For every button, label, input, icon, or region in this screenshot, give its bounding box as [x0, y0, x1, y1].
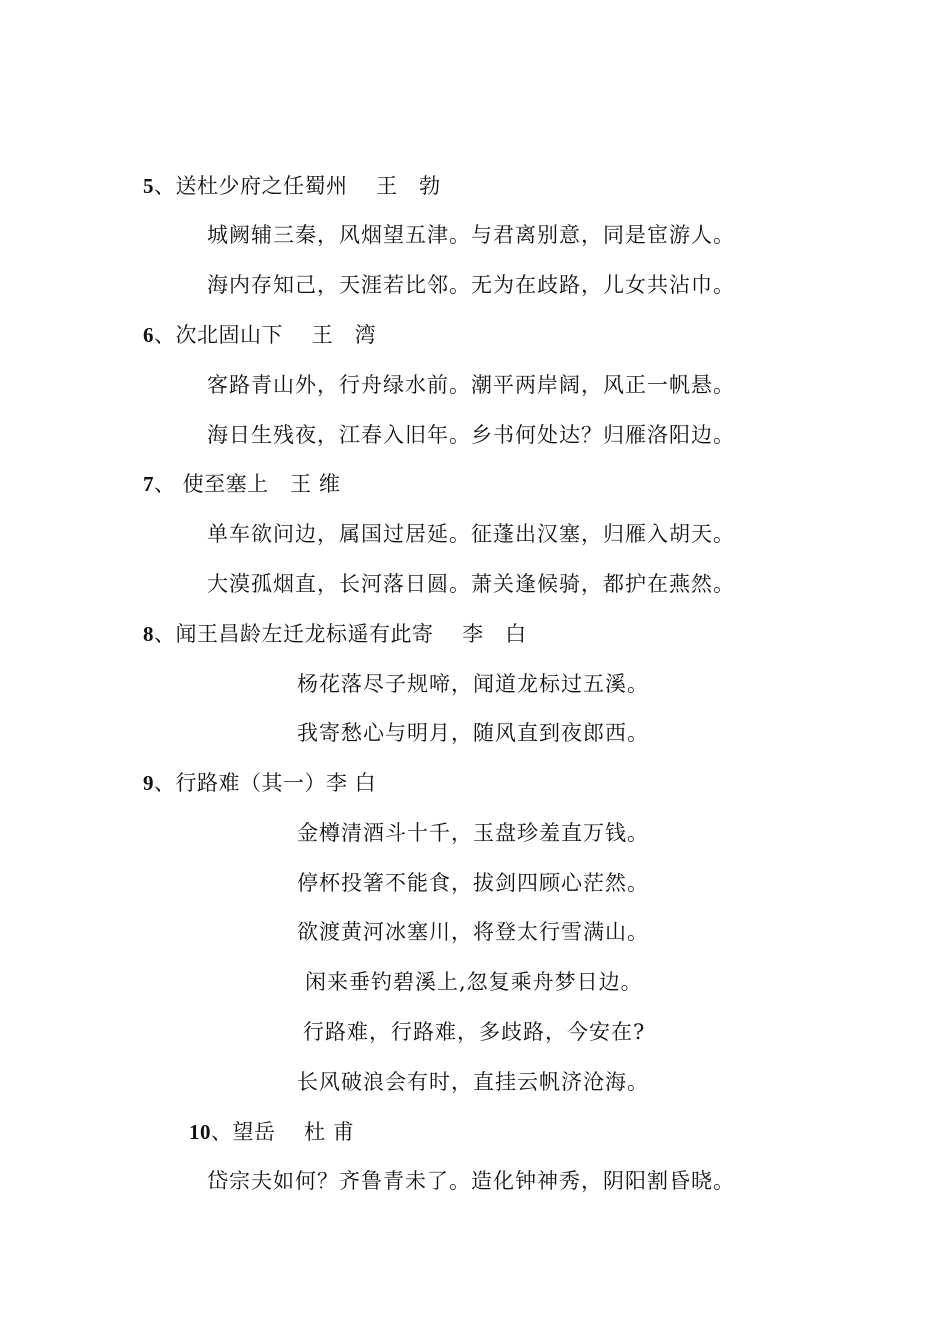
poem-line: 金樽清酒斗十千，玉盘珍羞直万钱。: [297, 821, 649, 845]
poem-title-text: 、次北固山下 王 湾: [154, 323, 377, 347]
poem-line: 城阙辅三秦，风烟望五津。与君离别意，同是宦游人。: [207, 223, 735, 247]
poem-title-text: 、 使至塞上 王 维: [154, 472, 341, 496]
poem-title-text: 、送杜少府之任蜀州 王 勃: [154, 174, 441, 198]
poem-title: [143, 171, 441, 201]
poem-title-text: 、望岳 杜 甫: [211, 1120, 355, 1144]
poem-title: [143, 619, 527, 649]
poem-number: 9: [143, 771, 154, 795]
poem-number: 5: [143, 174, 154, 198]
poem-line: 行路难，行路难，多歧路，今安在?: [303, 1020, 646, 1044]
poem-title-text: 、闻王昌龄左迁龙标遥有此寄 李 白: [154, 622, 527, 646]
poem-line: 海内存知己，天涯若比邻。无为在歧路，儿女共沾巾。: [207, 273, 735, 297]
poem-line: 客路青山外，行舟绿水前。潮平两岸阔，风正一帆悬。: [207, 373, 735, 397]
poem-line: 欲渡黄河冰塞川，将登太行雪满山。: [297, 920, 649, 944]
poem-line: 海日生残夜，江春入旧年。乡书何处达？归雁洛阳边。: [207, 423, 735, 447]
poem-line: 长风破浪会有时，直挂云帆济沧海。: [297, 1070, 649, 1094]
poem-line: 我寄愁心与明月，随风直到夜郎西。: [297, 721, 649, 745]
poem-line: 停杯投箸不能食，拔剑四顾心茫然。: [297, 871, 649, 895]
poem-number: 10: [189, 1120, 211, 1144]
poem-title-text: 、行路难（其一）李 白: [154, 771, 377, 795]
poem-title: [143, 768, 376, 798]
poem-line: 杨花落尽子规啼，闻道龙标过五溪。: [297, 672, 649, 696]
poem-title: [143, 469, 340, 499]
poem-number: 8: [143, 622, 154, 646]
poem-number: 7: [143, 472, 154, 496]
poem-line: 岱宗夫如何？齐鲁青未了。造化钟神秀，阴阳割昏晓。: [207, 1169, 735, 1193]
poem-number: 6: [143, 323, 154, 347]
poem-title: [189, 1117, 354, 1147]
poem-title: [143, 320, 376, 350]
poem-line: 闲来垂钓碧溪上,忽复乘舟梦日边。: [305, 970, 643, 994]
poem-line: 单车欲问边，属国过居延。征蓬出汉塞，归雁入胡天。: [207, 522, 735, 546]
poem-line: 大漠孤烟直，长河落日圆。萧关逢候骑，都护在燕然。: [207, 572, 735, 596]
